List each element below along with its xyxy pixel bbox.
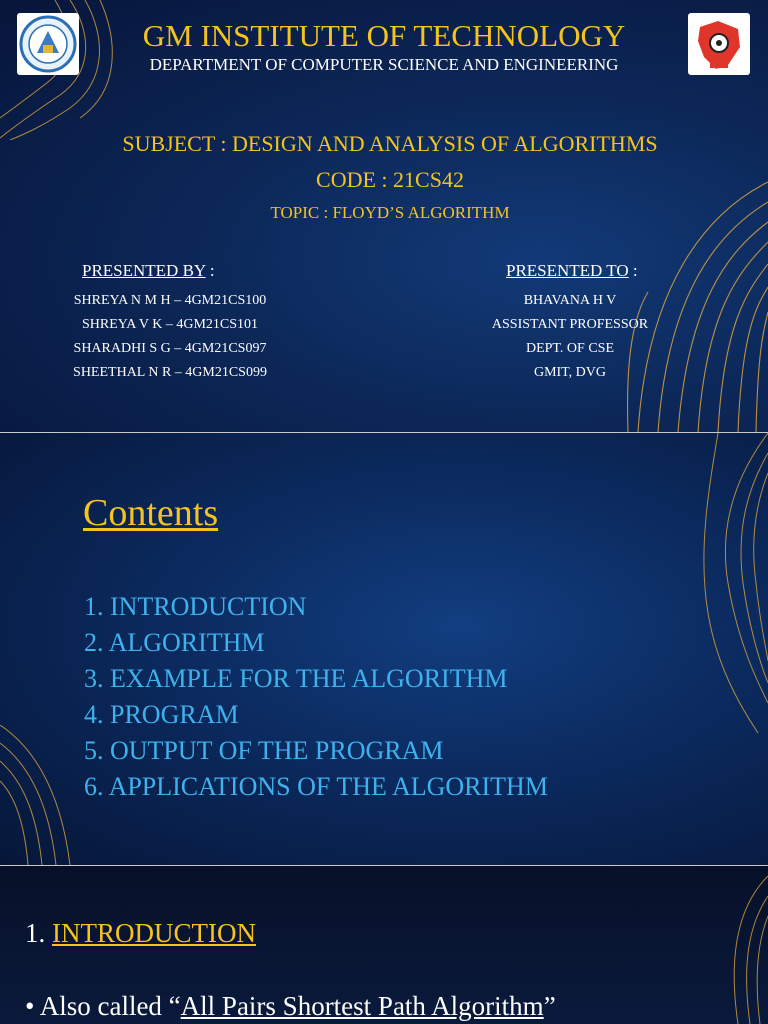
intro-bullet <box>25 991 556 1022</box>
title-slide <box>0 0 768 432</box>
contents-item-output[interactable]: 5. OUTPUT OF THE PROGRAM <box>84 736 444 765</box>
code-line: CODE : 21CS42 <box>316 167 464 192</box>
contour-decoration-right <box>708 866 768 1024</box>
contents-list <box>84 589 548 805</box>
contents-item-program[interactable]: 4. PROGRAM <box>84 700 239 729</box>
presented-to-colon: : <box>628 261 638 280</box>
presenter-item: SHEETHAL N R – 4GM21CS099 <box>73 365 267 380</box>
topic-line: TOPIC : FLOYD’S ALGORITHM <box>270 203 510 222</box>
guide-details <box>470 289 670 385</box>
institute-title: GM INSTITUTE OF TECHNOLOGY <box>142 18 626 53</box>
contents-item-introduction[interactable]: 1. INTRODUCTION <box>84 592 307 621</box>
contour-decoration-left <box>0 725 90 865</box>
guide-designation: ASSISTANT PROFESSOR <box>491 317 649 332</box>
presented-by-heading <box>82 261 215 281</box>
contents-item-applications[interactable]: 6. APPLICATIONS OF THE ALGORITHM <box>84 772 548 801</box>
introduction-heading <box>25 918 256 949</box>
contents-item-example[interactable]: 3. EXAMPLE FOR THE ALGORITHM <box>84 664 508 693</box>
presented-by-colon: : <box>205 261 215 280</box>
introduction-heading-text: INTRODUCTION <box>52 918 256 948</box>
guide-department: DEPT. OF CSE <box>525 341 615 356</box>
guide-name: BHAVANA H V <box>523 293 617 308</box>
presenter-list <box>30 289 310 385</box>
presenter-item: SHREYA V K – 4GM21CS101 <box>81 317 259 332</box>
intro-bullet-prefix: • Also called “ <box>25 991 181 1021</box>
contents-slide <box>0 433 768 865</box>
contour-decoration-right <box>658 433 768 733</box>
presenter-item: SHARADHI S G – 4GM21CS097 <box>73 341 267 356</box>
guide-institute: GMIT, DVG <box>533 365 607 380</box>
intro-bullet-link[interactable]: All Pairs Shortest Path Algorithm <box>180 991 544 1021</box>
contents-title: Contents <box>83 492 219 534</box>
subject-line: SUBJECT : DESIGN AND ANALYSIS OF ALGORITHMS <box>122 131 658 156</box>
presented-to-heading <box>506 261 638 281</box>
contents-item-algorithm[interactable]: 2. ALGORITHM <box>84 628 265 657</box>
introduction-slide <box>0 866 768 1024</box>
intro-bullet-suffix: ” <box>543 991 556 1021</box>
department-title: DEPARTMENT OF COMPUTER SCIENCE AND ENGINEERING <box>149 55 619 74</box>
presented-by-label: PRESENTED BY <box>82 261 206 280</box>
introduction-heading-number: 1. <box>25 918 52 948</box>
presenter-item: SHREYA N M H – 4GM21CS100 <box>73 293 267 308</box>
presented-to-label: PRESENTED TO <box>506 261 629 280</box>
